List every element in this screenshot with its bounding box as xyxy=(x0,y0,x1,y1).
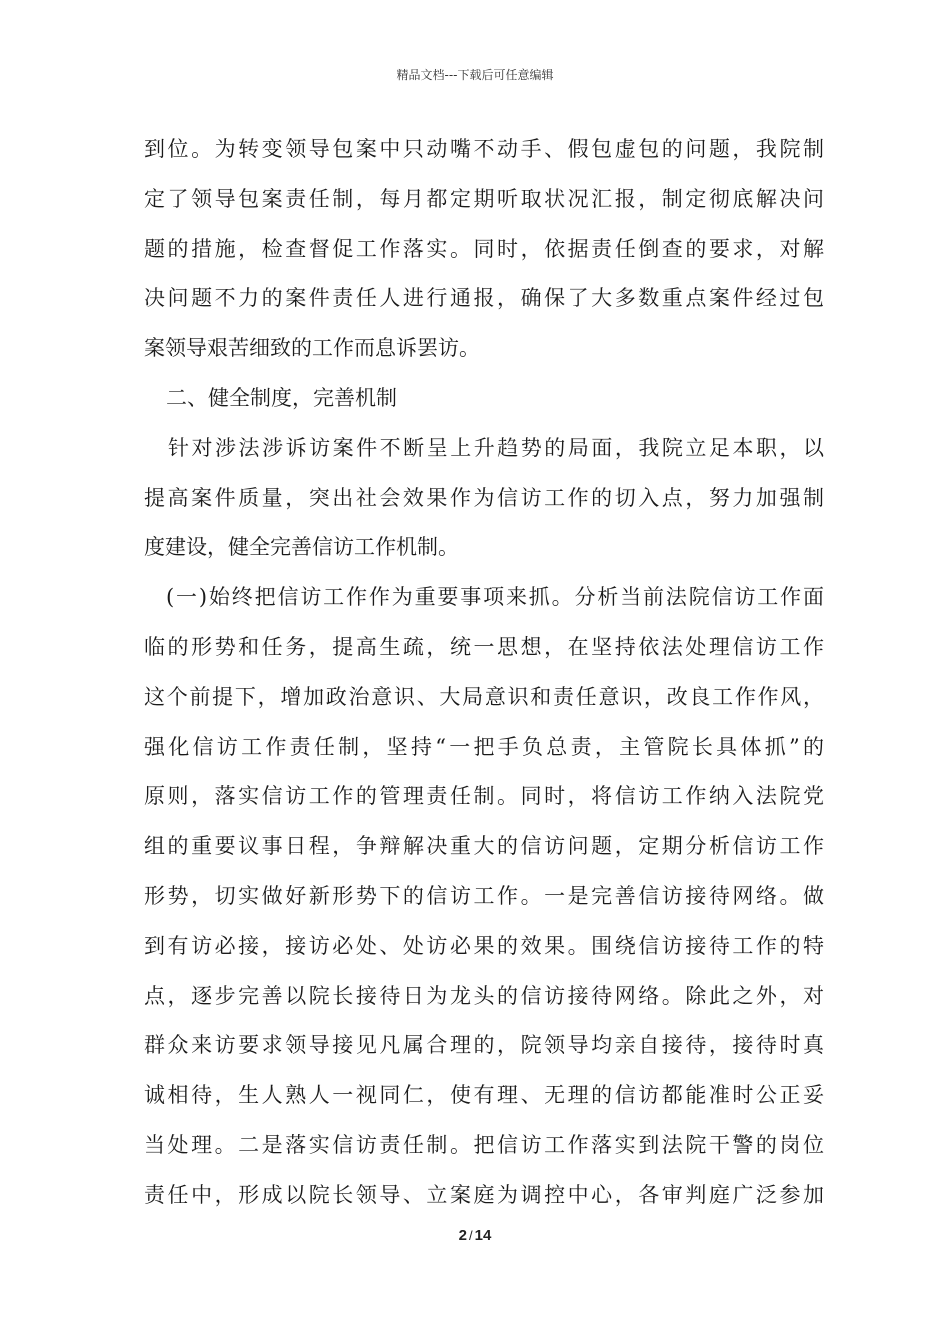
text-line: 度建设，健全完善信访工作机制。 xyxy=(144,535,459,560)
text-line: 形势，切实做好新形势下的信访工作。一是完善信访接待网络。做 xyxy=(144,883,824,908)
text-line: 提高案件质量，突出社会效果作为信访工作的切入点，努力加强制 xyxy=(144,485,824,510)
text-line: 针对涉法涉诉访案件不断呈上升趋势的局面，我院立足本职，以 xyxy=(168,435,824,460)
text-line: 临的形势和任务，提高生疏，统一思想，在坚持依法处理信访工作 xyxy=(144,634,824,659)
text-line: 点，逐步完善以院长接待日为龙头的信访接待网络。除此之外，对 xyxy=(144,983,824,1008)
text-line: 诚相待，生人熟人一视同仁，使有理、无理的信访都能准时公正妥 xyxy=(144,1083,824,1108)
total-pages: 14 xyxy=(474,1227,492,1244)
text-line: 题的措施，检查督促工作落实。同时，依据责任倒查的要求，对解 xyxy=(144,236,824,261)
text-line: 这个前提下，增加政治意识、大局意识和责任意识，改良工作作风， xyxy=(144,684,824,709)
text-line: (一)始终把信访工作作为重要事项来抓。分析当前法院信访工作面 xyxy=(166,585,824,610)
text-line: 原则，落实信访工作的管理责任制。同时，将信访工作纳入法院党 xyxy=(144,784,824,809)
text-line: 强化信访工作责任制，坚持“一把手负总责，主管院长具体抓”的 xyxy=(144,734,824,759)
section-heading: 二、健全制度，完善机制 xyxy=(166,385,397,410)
text-line: 群众来访要求领导接见凡属合理的，院领导均亲自接待，接待时真 xyxy=(144,1033,824,1058)
text-line: 定了领导包案责任制，每月都定期听取状况汇报，制定彻底解决问 xyxy=(144,186,824,211)
page-number xyxy=(0,1227,950,1244)
text-line: 责任中，形成以院长领导、立案庭为调控中心，各审判庭广泛参加 xyxy=(144,1182,824,1207)
current-page: 2 xyxy=(458,1227,468,1244)
text-line: 当处理。二是落实信访责任制。把信访工作落实到法院干警的岗位 xyxy=(144,1132,824,1157)
text-line: 到位。为转变领导包案中只动嘴不动手、假包虚包的问题，我院制 xyxy=(144,137,824,161)
page-header: 精品文档---下载后可任意编辑 xyxy=(396,68,554,82)
text-line: 到有访必接，接访必处、处访必果的效果。围绕信访接待工作的特 xyxy=(144,933,824,958)
text-line: 案领导艰苦细致的工作而息诉罢访。 xyxy=(144,336,480,361)
document-body xyxy=(144,125,824,1221)
text-line: 组的重要议事日程，争辩解决重大的信访问题，定期分析信访工作 xyxy=(144,834,824,859)
page-separator: / xyxy=(469,1228,473,1243)
text-line: 决问题不力的案件责任人进行通报，确保了大多数重点案件经过包 xyxy=(144,286,824,311)
